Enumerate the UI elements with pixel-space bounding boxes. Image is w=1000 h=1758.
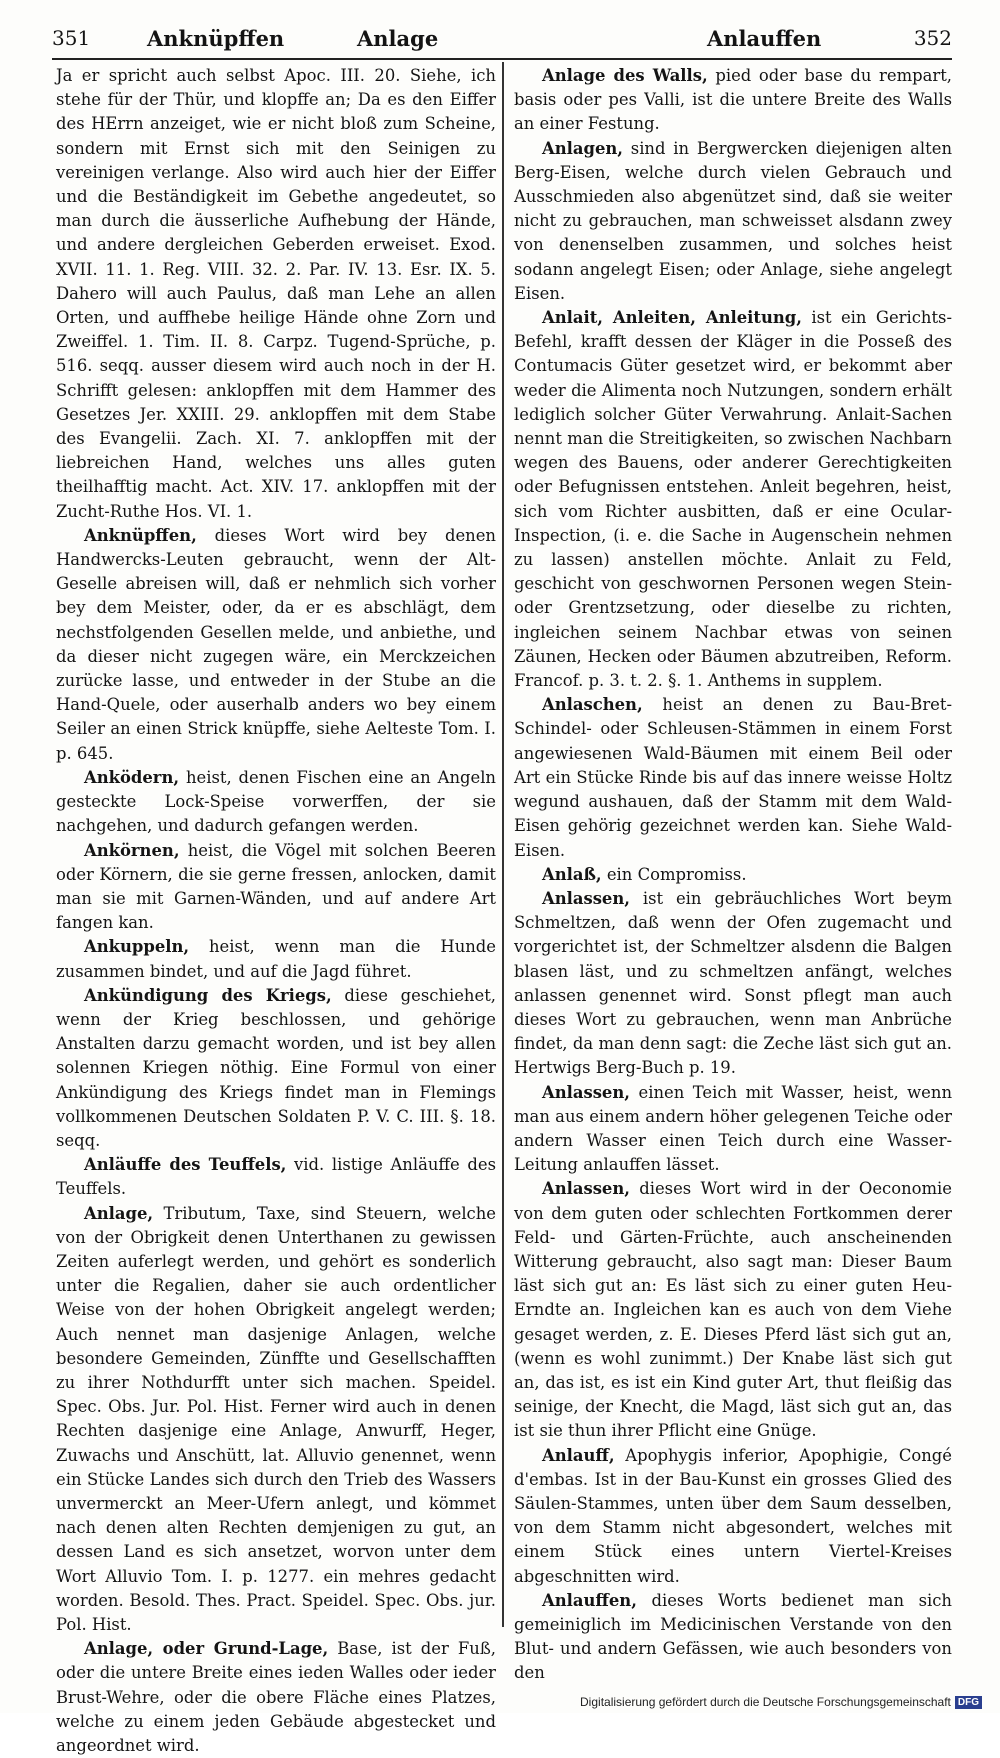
entry-paragraph [56,935,496,983]
page-header [52,22,952,56]
entry-paragraph [514,1444,952,1589]
entry-term: Ankuppeln, [84,937,190,957]
entry-term: Ankörnen, [84,840,180,860]
entry-text: ein Compromiss. [606,864,747,884]
entry-text: dieses Worts bedienet man sich gemeiniglich im Medicinischen Verstande von den Blut- und andern Gefässen, wie auch besonders von den [514,1590,952,1683]
column-divider [502,62,504,1627]
entry-text: Ja er spricht auch selbst Apoc. III. 20. Siehe, ich stehe für der Thür, und klopffe an; Da es den Eiffer des HErrn anzeiget, wie er nicht bloß zum Scheine, sondern mit Ernst sich mit den Seinigen zu vereinigen verlange. Also wird auch hier der Eiffer und die Beständigkeit im Gebethe angedeutet, so man durch die äusserliche Aufhebung der Hände, und andere dergleichen Geberden erweiset. Exod. XVII. 11. 1. Reg. VIII. 32. 2. Par. IV. 13. Esr. IX. 5. Dahero will auch Paulus, daß man Lehe an allen Orten, und auffhebe heilige Hände ohne Zorn und Zweiffel. 1. Tim. II. 8. Carpz. Tugend-Sprüche, p. 516. seqq. ausser diesem wird auch noch in der H. Schrifft gelesen: anklopffen mit dem Hammer des Gesetzes Jer. XXIII. 29. anklopffen mit dem Stabe des Evangelii. Zach. XI. 7. anklopffen mit der liebreichen Hand, welches uns alles guten theilhafftig macht. Act. XIV. 17. anklopffen mit der Zucht-Ruthe Hos. VI. 1. [56,66,496,521]
entry-term: Anlassen, [542,888,630,908]
entry-paragraph [514,1589,952,1686]
entry-term: Anlauff, [542,1445,615,1465]
header-rule [52,58,952,60]
running-headword-right: Anlauffen [707,26,822,51]
running-headword-left-last: Anlage [357,26,439,51]
right-column [514,64,952,1686]
entry-term: Anlaschen, [542,695,643,715]
entry-term: Anlassen, [542,1082,630,1102]
entry-term: Anlage, oder Grund-Lage, [84,1639,329,1659]
entry-paragraph [56,839,496,936]
entry-text: diese geschiehet, wenn der Krieg beschlossen, und gehörige Anstalten darzu gemacht worden, und ist bey allen solennen Kriegen nöthig. Eine Formul von einer Ankündigung des Kriegs findet man in Flemings vollkommenen Deutschen Soldaten P. V. C. III. §. 18. seqq. [56,985,496,1150]
entry-text: dieses Wort wird in der Oeconomie von dem guten oder schlechten Fortkommen derer Feld- und Gärten-Früchte, auch anscheinenden Witterung gebraucht, also sagt man: Dieser Baum läst sich gut an: Es läst sich zu einer guten Heu-Erndte an. Ingleichen kan es auch von dem Viehe gesaget werden, z. E. Dieses Pferd läst sich gut an, (wenn es wohl zunimmt.) Der Knabe läst sich gut an, das ist, es ist ein Kind guter Art, thut fleißig das seinige, der Knecht, die Magd, läst sich gut an, das ist sie thun ihrer Pflicht eine Gnüge. [514,1179,952,1441]
entry-term: Anlage, [84,1203,154,1223]
left-column [56,64,496,1758]
entry-term: Ankündigung des Kriegs, [84,985,332,1005]
entry-paragraph [56,1637,496,1758]
entry-text: heist, wenn man die Hunde zusammen bindet, und auf die Jagd führet. [56,937,496,981]
entry-text: heist, denen Fischen eine an Angeln gesteckte Lock-Speise vorwerffen, der sie nachgehen, und dadurch gefangen werden. [56,767,496,836]
entry-text: Base, ist der Fuß, oder die untere Breite eines ieden Walles oder ieder Brust-Wehre, oder die obere Fläche eines Platzes, welche zu einem jeden Gebäude abgestecket und angeordnet wird. [56,1639,497,1756]
entry-paragraph [514,137,952,306]
credit-text: Digitalisierung gefördert durch die Deutsche Forschungsgemeinschaft [580,1694,951,1709]
entry-term: Anlaß, [542,864,602,884]
dfg-logo: DFG [955,1696,982,1709]
entry-text: vid. listige Anläuffe des Teuffels. [56,1155,497,1199]
entry-paragraph [514,1081,952,1178]
entry-paragraph [56,984,496,1153]
entry-term: Anlagen, [542,138,623,158]
entry-term: Anködern, [84,767,180,787]
entry-text: einen Teich mit Wasser, heist, wenn man aus einem andern höher gelegenen Teiche oder andern Wasser einen Teich durch eine Wasser-Leitung anlauffen lässet. [514,1082,952,1175]
entry-text: heist an denen zu Bau-Bret-Schindel- oder Schleusen-Stämmen in einem Forst angewiesenen Wald-Bäumen mit einem Beil oder Art ein Stücke Rinde bis auf das innere weisse Holtz wegund aushauen, daß der Stamm mit dem Wald-Eisen gehörig gezeichnet werden kan. Siehe Wald-Eisen. [514,695,952,860]
entry-paragraph [56,524,496,766]
entry-paragraph [514,693,952,862]
entry-text: ist ein Gerichts-Befehl, krafft dessen der Kläger in die Posseß des Contumacis Güter gesetzet wird, er bekommt aber weder die Alimenta noch Nutzungen, sondern erhält lediglich solcher Güter Verwahrung. Anlait-Sachen nennt man die Streitigkeiten, so zwischen Nachbarn wegen des Bauens, oder anderer Gerechtigkeiten oder Befugnissen entstehen. Anleit begehren, heist, sich vom Richter ausbitten, daß er eine Ocular-Inspection, (i. e. die Sache in Augenschein nehmen zu lassen) anstellen möchte. Anlait zu Feld, geschicht von geschwornen Personen wegen Stein- oder Grentzsetzung, oder dieselbe zu richten, ingleichen seinem Nachbar etwas von seinen Zäunen, Hecken oder Bäumen abzutreiben, Reform. Francof. p. 3. t. 2. §. 1. Anthems in supplem. [514,308,952,691]
entry-paragraph [514,863,952,887]
entry-term: Anlassen, [542,1179,630,1199]
entry-text: pied oder base du rempart, basis oder pes Valli, ist die untere Breite des Walls an einer Festung. [514,66,953,134]
entry-text: Apophygis inferior, Apophigie, Congé d'embas. Ist in der Bau-Kunst ein grosses Glied des Säulen-Stammes, unten über dem Saum desselben, von dem Stamm nicht abgesondert, welches mit einem Stück eines untern Viertel-Kreises abgeschnitten wird. [514,1445,952,1586]
entry-paragraph [56,1202,496,1638]
entry-paragraph [56,1153,496,1201]
entry-text: heist, die Vögel mit solchen Beeren oder Körnern, die sie gerne fressen, anlocken, damit man sie mit Garnen-Wänden, und auf andere Art fangen kan. [56,840,496,933]
entry-paragraph [56,766,496,839]
entry-text: sind in Bergwercken diejenigen alten Berg-Eisen, welche durch vielen Gebrauch und Ausschmieden also abgenützet sind, daß sie weiter nicht zu gebrauchen, man schweisset alsdann zwey von denenselben zusammen, und solches heist sodann angelegt Eisen; oder Anlage, siehe angelegt Eisen. [514,138,952,303]
entry-term: Anknüpffen, [84,525,197,545]
digitization-credit [580,1695,982,1709]
entry-paragraph [514,64,952,137]
entry-paragraph [514,887,952,1081]
entry-paragraph [56,64,496,524]
running-headword-left-first: Anknüpffen [147,26,285,51]
entry-term: Anläuffe des Teuffels, [84,1155,287,1175]
entry-text: ist ein gebräuchliches Wort beym Schmeltzen, daß wenn der Ofen zugemacht und vorgerichtet ist, der Schmeltzer alsdenn die Balgen blasen läst, und zu schmeltzen anfängt, welches anlassen genennet wird. Sonst pflegt man auch dieses Wort zu gebrauchen, wenn man Anbrüche findet, da man denn sagt: die Zeche läst sich gut an. Hertwigs Berg-Buch p. 19. [514,888,952,1078]
page-number-left: 351 [52,26,91,50]
entry-paragraph [514,306,952,693]
entry-term: Anlait, Anleiten, Anleitung, [542,308,802,328]
page-number-right: 352 [913,26,952,50]
entry-text: dieses Wort wird bey denen Handwercks-Leuten gebraucht, wenn der Alt-Geselle abreisen will, daß er nehmlich sich vorher bey dem Meister, oder, da er es abschlägt, dem nechstfolgenden Gesellen melde, und anbiethe, und da dieser nicht zugegen wäre, ein Merckzeichen zurücke lasse, und entweder in der Stube an die Hand-Quele, oder auserhalb anders wo bey einem Seiler an einen Strick knüpffe, siehe Aelteste Tom. I. p. 645. [56,525,496,763]
entry-term: Anlage des Walls, [542,66,708,85]
entry-paragraph [514,1177,952,1443]
entry-text: Tributum, Taxe, sind Steuern, welche von der Obrigkeit denen Unterthanen zu gewissen Zeiten auferlegt werden, und gehört es sonderlich unter die Regalien, daher sie auch ordentlicher Weise von der hohen Obrigkeit angelegt werden; Auch nennet man dasjenige Anlagen, welche besondere Gemeinden, Zünffte und Gesellschafften zu ihrer Nothdurfft unter sich machen. Speidel. Spec. Obs. Jur. Pol. Hist. Ferner wird auch in denen Rechten dasjenige eine Anlage, Anwurff, Heger, Zuwachs und Anschütt, lat. Alluvio genennet, wenn ein Stücke Landes sich durch den Trieb des Wassers unvermerckt an Meer-Ufern anlegt, und kömmet nach denen alten Rechten demjenigen zu gut, an dessen Land es sich ansetzet, worvon unter dem Wort Alluvio Tom. I. p. 1277. ein mehres gedacht worden. Besold. Thes. Pract. Speidel. Spec. Obs. jur. Pol. Hist. [56,1203,496,1634]
entry-term: Anlauffen, [542,1590,637,1610]
